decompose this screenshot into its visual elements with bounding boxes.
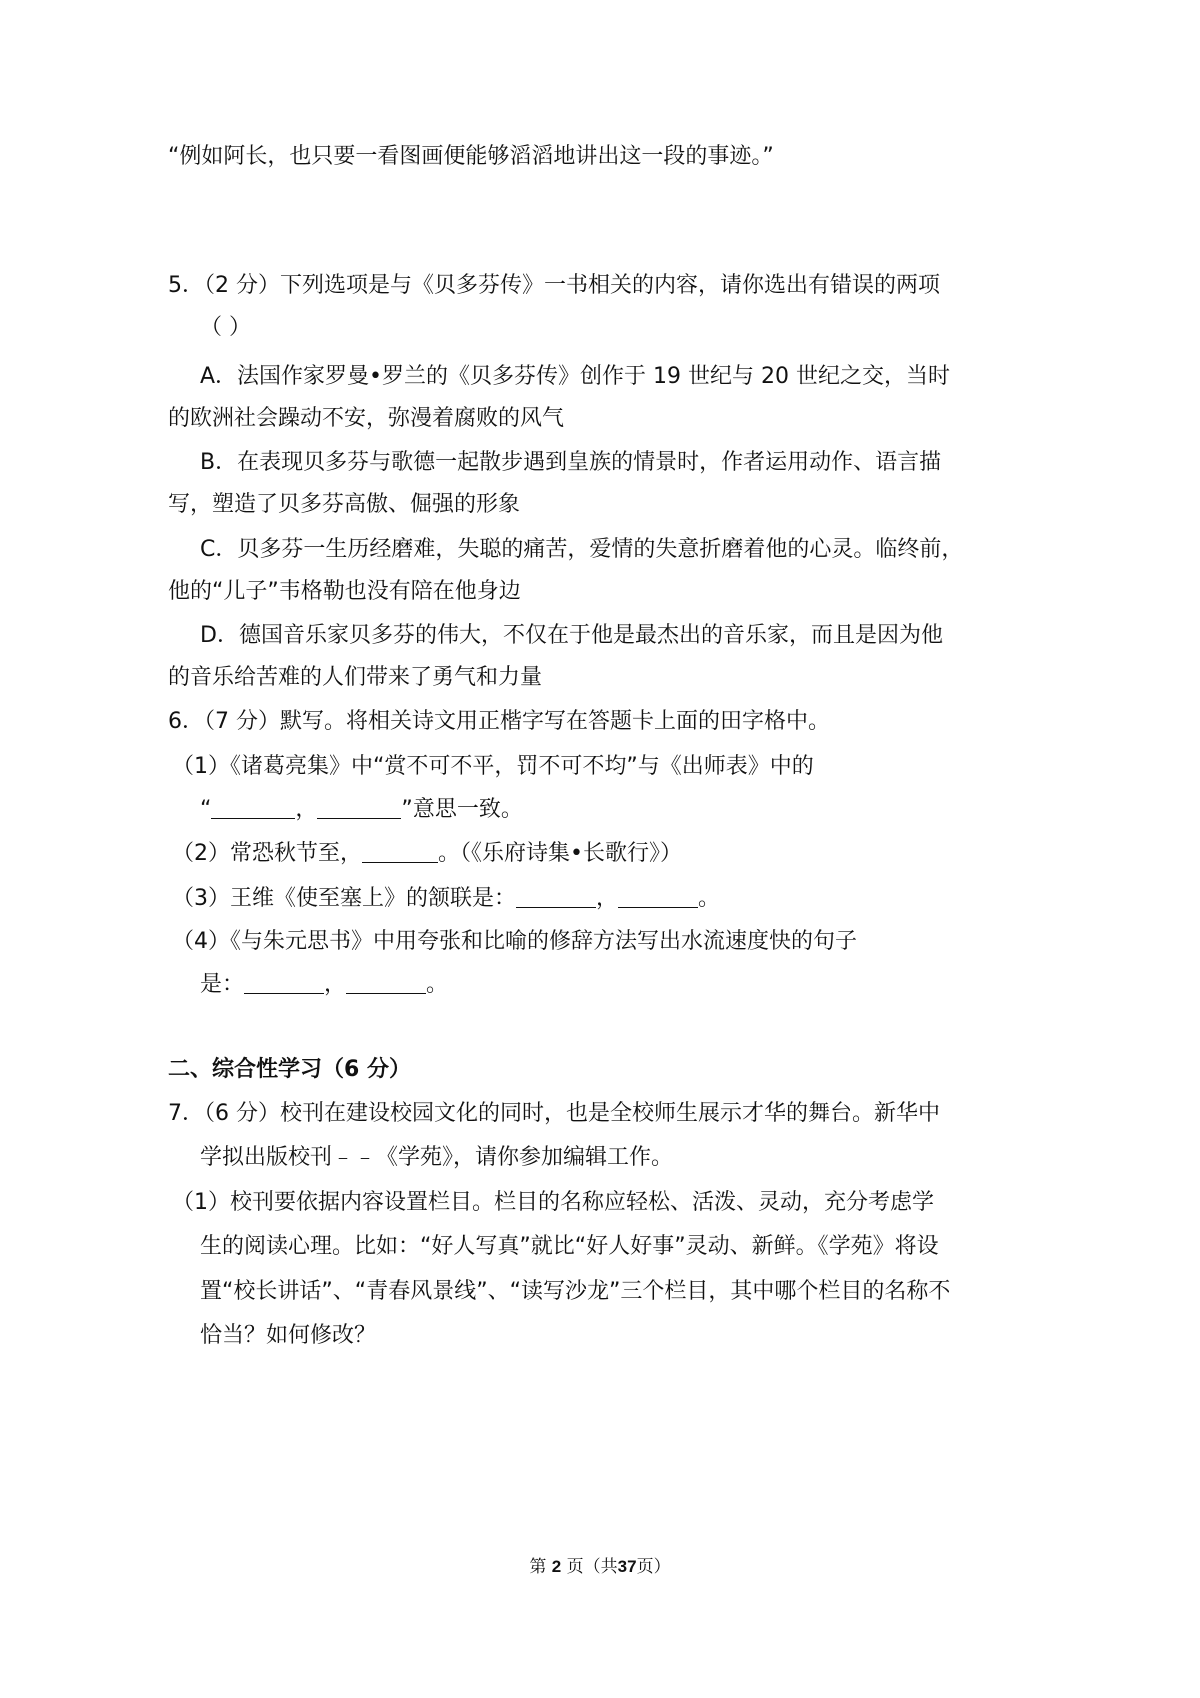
footer-prefix: 第	[529, 1557, 547, 1577]
q7-line2: 学拟出版校刊﹣﹣《学苑》，请你参加编辑工作。	[200, 1145, 674, 1170]
footer-total-pages: 37	[617, 1557, 637, 1576]
q5-option-b-line1: B．在表现贝多芬与歌德一起散步遇到皇族的情景时，作者运用动作、语言描	[200, 450, 942, 475]
q7-part1-line4: 恰当？如何修改？	[200, 1323, 377, 1348]
q6-part2-prefix: （2）常恐秋节至，	[172, 841, 362, 866]
q6-part2-suffix: 。（《乐府诗集•长歌行》）	[438, 841, 682, 866]
q6-part1-line2	[200, 795, 523, 825]
footer-page-number: 2	[551, 1557, 562, 1576]
footer-suffix: 页）	[636, 1557, 671, 1577]
q7-part1-line3: 置“校长讲话”、“青春风景线”、“读写沙龙”三个栏目，其中哪个栏目的名称不	[200, 1279, 951, 1304]
q6-part4-line2	[200, 970, 448, 1000]
q6-part3-end: 。	[698, 886, 721, 911]
q6-part2	[172, 839, 682, 869]
q6-part1-line1: （1）《诸葛亮集》中“赏不可不平，罚不可不均”与《出师表》中的	[172, 754, 814, 779]
q6-part4-prefix: 是：	[200, 972, 245, 997]
answer-blank	[618, 885, 698, 908]
q7-line1: 7．（6 分）校刊在建设校园文化的同时，也是全校师生展示才华的舞台。新华中	[168, 1101, 940, 1126]
answer-blank	[346, 971, 426, 994]
q5-stem: 5．（2 分）下列选项是与《贝多芬传》一书相关的内容，请你选出有错误的两项	[168, 273, 940, 298]
q5-option-a-line1: A．法国作家罗曼•罗兰的《贝多芬传》创作于 19 世纪与 20 世纪之交，当时	[200, 364, 950, 389]
q6-part3	[172, 884, 720, 914]
q6-part1-separator: ，	[295, 797, 318, 822]
answer-blank	[516, 885, 596, 908]
q5-answer-paren: （ ）	[200, 315, 251, 340]
q6-part4-line1: （4）《与朱元思书》中用夸张和比喻的修辞方法写出水流速度快的句子	[172, 929, 857, 954]
q6-part1-close: ”意思一致。	[401, 797, 523, 822]
answer-blank	[211, 796, 295, 819]
section-heading: 二、综合性学习（6 分）	[168, 1057, 411, 1082]
intro-quote-line: “例如阿长，也只要一看图画便能够滔滔地讲出这一段的事迹。”	[168, 144, 774, 169]
q7-part1-line1: （1）校刊要依据内容设置栏目。栏目的名称应轻松、活泼、灵动，充分考虑学	[172, 1190, 934, 1215]
q5-option-d-line2: 的音乐给苦难的人们带来了勇气和力量	[168, 665, 543, 690]
q6-part1-open-quote: “	[200, 797, 212, 822]
q5-option-a-line2: 的欧洲社会躁动不安，弥漫着腐败的风气	[168, 406, 565, 431]
q6-part4-separator: ，	[324, 972, 347, 997]
q6-part4-end: 。	[426, 972, 449, 997]
q5-option-c-line1: C．贝多芬一生历经磨难，失聪的痛苦，爱情的失意折磨着他的心灵。临终前，	[200, 537, 964, 562]
q7-part1-line2: 生的阅读心理。比如：“好人写真”就比“好人好事”灵动、新鲜。《学苑》将设	[200, 1234, 939, 1259]
footer-middle: 页（共	[566, 1557, 618, 1577]
q6-part3-prefix: （3）王维《使至塞上》的颔联是：	[172, 886, 516, 911]
q6-stem: 6．（7 分）默写。将相关诗文用正楷字写在答题卡上面的田字格中。	[168, 709, 830, 734]
q5-option-b-line2: 写，塑造了贝多芬高傲、倔强的形象	[168, 492, 521, 517]
q5-option-d-line1: D．德国音乐家贝多芬的伟大，不仅在于他是最杰出的音乐家，而且是因为他	[200, 623, 943, 648]
answer-blank	[317, 796, 401, 819]
q6-part3-separator: ，	[596, 886, 619, 911]
q5-option-c-line2: 他的“儿子”韦格勒也没有陪在他身边	[168, 579, 521, 604]
answer-blank	[244, 971, 324, 994]
answer-blank	[362, 840, 438, 863]
page-footer	[0, 1555, 1200, 1579]
